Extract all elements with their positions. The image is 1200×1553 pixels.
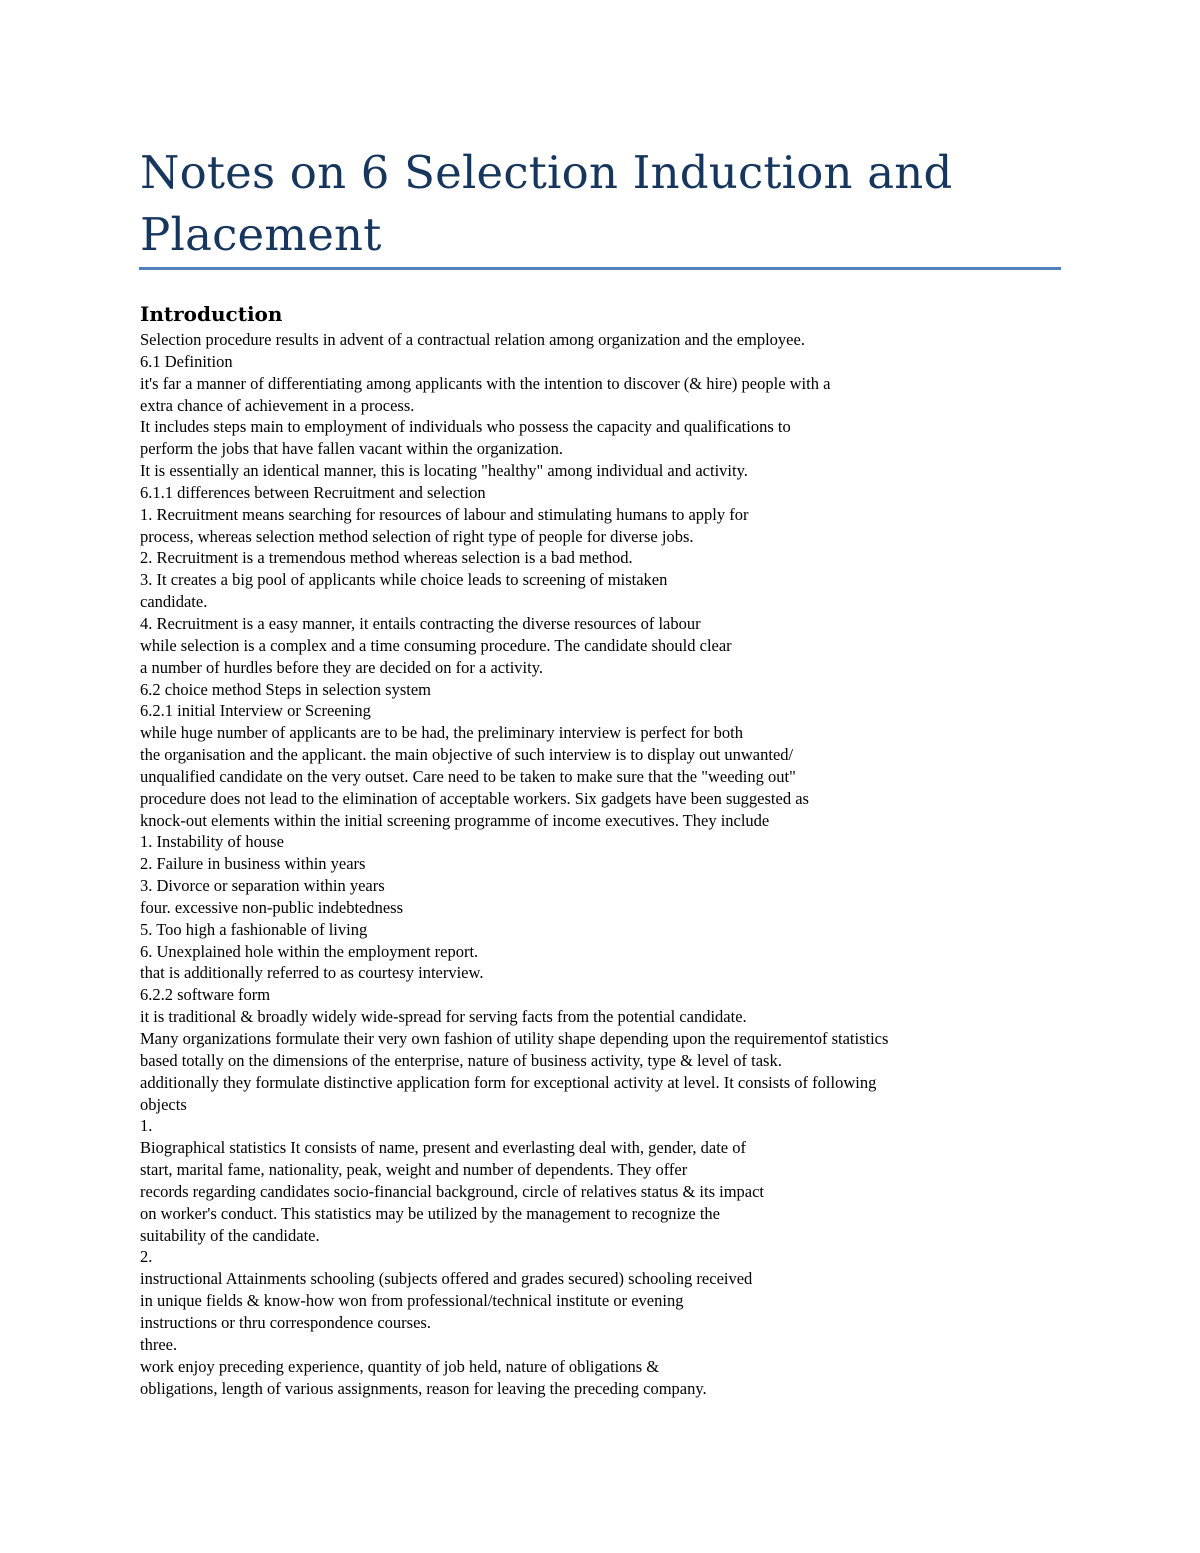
body-line: while huge number of applicants are to be had, the preliminary interview is perfect for both xyxy=(140,723,743,743)
body-line: based totally on the dimensions of the enterprise, nature of business activity, type & level of task. xyxy=(140,1050,782,1070)
body-line: 1. xyxy=(140,1116,153,1136)
body-line: while selection is a complex and a time consuming procedure. The candidate should clear xyxy=(140,635,732,655)
body-line: obligations, length of various assignments, reason for leaving the preceding company. xyxy=(140,1378,707,1398)
body-line: 3. It creates a big pool of applicants while choice leads to screening of mistaken xyxy=(140,570,668,590)
body-line: 6.1 Definition xyxy=(140,351,233,371)
body-line: suitability of the candidate. xyxy=(140,1225,320,1245)
body-line: Biographical statistics It consists of name, present and everlasting deal with, gender, date of xyxy=(140,1138,746,1158)
body-line: records regarding candidates socio-financial background, circle of relatives status & its impact xyxy=(140,1181,765,1201)
body-line: 5. Too high a fashionable of living xyxy=(140,919,368,939)
title-underline-rule xyxy=(139,267,1061,270)
body-line: 2. xyxy=(140,1247,153,1267)
body-line: 2. Failure in business within years xyxy=(140,854,366,874)
body-line: in unique fields & know-how won from professional/technical institute or evening xyxy=(140,1291,684,1311)
body-line: extra chance of achievement in a process. xyxy=(140,395,415,415)
body-line: instructions or thru correspondence courses. xyxy=(140,1312,431,1332)
body-line: three. xyxy=(140,1334,178,1354)
section-heading: Introduction xyxy=(140,302,283,326)
body-line: it is traditional & broadly widely wide-spread for serving facts from the potential candidate. xyxy=(140,1007,747,1027)
body-line: perform the jobs that have fallen vacant within the organization. xyxy=(140,439,564,459)
body-line: procedure does not lead to the elimination of acceptable workers. Six gadgets have been suggested as xyxy=(140,788,809,808)
body-line: the organisation and the applicant. the main objective of such interview is to display out unwanted/ xyxy=(140,745,794,765)
body-line: candidate. xyxy=(140,592,208,612)
body-line: four. excessive non-public indebtedness xyxy=(140,897,404,917)
body-line: objects xyxy=(140,1094,187,1114)
body-line: 6.2 choice method Steps in selection system xyxy=(140,679,431,699)
body-line: It is essentially an identical manner, this is locating "healthy" among individual and activity. xyxy=(140,461,748,481)
body-line: 6. Unexplained hole within the employment report. xyxy=(140,941,479,961)
body-line: process, whereas selection method selection of right type of people for diverse jobs. xyxy=(140,526,694,546)
document-title xyxy=(140,142,1070,266)
body-line: 1. Instability of house xyxy=(140,832,284,852)
body-line: Many organizations formulate their very own fashion of utility shape depending upon the requirementof statistics xyxy=(140,1029,889,1048)
body-line: It includes steps main to employment of individuals who possess the capacity and qualifications to xyxy=(140,417,791,437)
body-line: it's far a manner of differentiating among applicants with the intention to discover (& hire) people with a xyxy=(140,373,831,393)
body-line: start, marital fame, nationality, peak, weight and number of dependents. They offer xyxy=(140,1160,688,1180)
body-text xyxy=(140,329,1080,1399)
body-line: work enjoy preceding experience, quantity of job held, nature of obligations & xyxy=(140,1356,660,1376)
body-line: unqualified candidate on the very outset. Care need to be taken to make sure that the "weeding out" xyxy=(140,766,796,786)
body-line: 1. Recruitment means searching for resources of labour and stimulating humans to apply for xyxy=(140,504,749,524)
body-line: that is additionally referred to as courtesy interview. xyxy=(140,963,484,983)
title-line-1: Notes on 6 Selection Induction and xyxy=(140,146,953,199)
body-line: 3. Divorce or separation within years xyxy=(140,876,385,896)
body-line: 6.1.1 differences between Recruitment and selection xyxy=(140,482,486,502)
title-line-2: Placement xyxy=(140,208,382,261)
body-line: knock-out elements within the initial screening programme of income executives. They include xyxy=(140,810,770,830)
body-line: 6.2.2 software form xyxy=(140,985,271,1005)
body-line: on worker's conduct. This statistics may be utilized by the management to recognize the xyxy=(140,1203,721,1223)
body-line: additionally they formulate distinctive application form for exceptional activity at level. It consists of following xyxy=(140,1072,877,1092)
body-line: Selection procedure results in advent of a contractual relation among organization and the employee. xyxy=(140,330,805,349)
body-line: 6.2.1 initial Interview or Screening xyxy=(140,701,371,721)
body-line: instructional Attainments schooling (subjects offered and grades secured) schooling received xyxy=(140,1269,753,1289)
body-line: a number of hurdles before they are decided on for a activity. xyxy=(140,657,544,677)
body-line: 4. Recruitment is a easy manner, it entails contracting the diverse resources of labour xyxy=(140,613,701,633)
body-line: 2. Recruitment is a tremendous method whereas selection is a bad method. xyxy=(140,548,633,568)
